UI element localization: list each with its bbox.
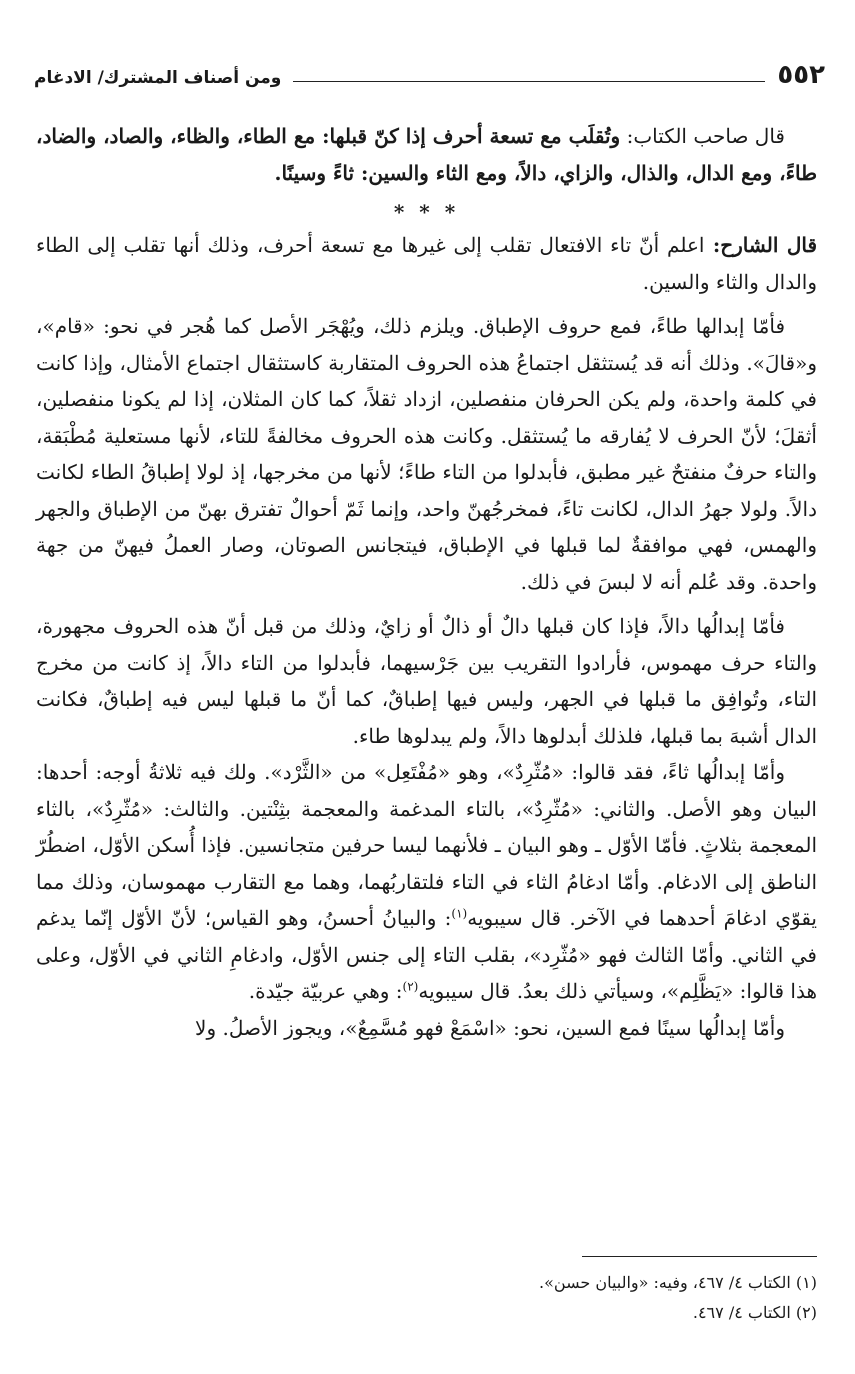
running-title: ومن أصناف المشترك/ الادغام	[34, 68, 282, 88]
footnote-2: (٢) الكتاب ٤/ ٤٦٧.	[692, 1303, 817, 1322]
footnote-1: (١) الكتاب ٤/ ٤٦٧، وفيه: «والبيان حسن».	[539, 1273, 817, 1292]
commentary-text-4c: : وهي عربيّة جيّدة.	[248, 979, 403, 1003]
footnote-ref-2[interactable]: (٢)	[402, 979, 419, 994]
footnote-rule	[582, 1256, 817, 1257]
commentary-paragraph-4	[36, 754, 817, 1010]
commentary-paragraph-2: فأمّا إبدالها طاءً، فمع حروف الإطباق. ويلزم ذلك، ويُهْجَر الأصل كما هُجر في نحو: «قام»، و«قالَ». وذلك أنه قد يُستثقل اجتماعُ هذه الحروف المتقاربة كاستثقال اجتماع الأمثال، وإذا كانت في كلمة واحدة، ولم يكن الحرفان منفصلين، ازداد ثقلاً، كما كان المثلان، إذا لم يكونا منفصلين، أثقلَ؛ لأنّ الحرف لا يُفارقه ما يُستثقل. وكانت هذه الحروف مخالفةً للتاء، لأنها مستعلية مُطْبَقة، والتاء حرفٌ منفتحٌ غير مطبق، فأبدلوا من التاء طاءً؛ لأنها من مخرجها، إذ لولا إطباقُ الطاء لكانت دالاً. ولولا جهرُ الدال، لكانت تاءً، فمخرجُهنّ واحد، وإنما ثَمّ أحوالٌ تفترق بهنّ من الإطباق والجهر والهمس، فهي موافقةٌ لما قبلها في الإطباق، فيتجانس الصوتان، وصار العملُ فيهنّ من جهة واحدة. وقد عُلم أنه لا لبسَ في ذلك.	[36, 314, 817, 594]
commentary-paragraph-5: وأمّا إبدالُها سينًا فمع السين، نحو: «اسْمَعْ فهو مُسَّمِعٌ»، ويجوز الأصلُ. ولا	[195, 1015, 785, 1040]
header-rule	[293, 81, 765, 82]
page-number: ٥٥٢	[777, 60, 825, 90]
commentator-lead: قال الشارح:	[704, 233, 817, 257]
author-text-paragraph	[36, 118, 817, 191]
author-lead: قال صاحب الكتاب:	[620, 124, 785, 148]
main-text	[36, 118, 817, 1046]
footnotes	[36, 1268, 817, 1328]
commentary-text-1: اعلم أنّ تاء الافتعال تقلب إلى غيرها مع تسعة أحرف، وذلك أنها تقلب إلى الطاء والدال والثاء والسين.	[36, 233, 817, 294]
footnote-ref-1[interactable]: (١)	[451, 906, 468, 921]
page-header	[34, 50, 825, 90]
author-rule: وتُقلَب مع تسعة أحرف إذا كنّ قبلها: مع الطاء، والظاء، والصاد، والضاد، طاءً، ومع الدال، والذال، والزاي، دالاً، ومع الثاء والسين: ثاءً وسينًا.	[36, 124, 817, 185]
commentary-paragraph-1	[36, 227, 817, 300]
commentary-paragraph-3: فأمّا إبدالُها دالاً، فإذا كان قبلها دالٌ أو ذالٌ أو زايٌ، وذلك من قبل أنّ هذه الحروف مجهورة، والتاء حرف مهموس، فأرادوا التقريب بين جَرْسيهما، فأبدلوا من التاء دالاً، إذ كانت من مخرج التاء، وتُوافِق ما قبلها في الجهر، وليس فيها إطباقٌ، كما أنّ ما قبلها ليس فيه إطباقٌ، فكانت الدال أشبهَ بما قبلها، فلذلك أبدلوها دالاً، ولم يبدلوها طاء.	[36, 614, 817, 748]
section-separator: * * *	[393, 200, 460, 224]
commentary-text-4a: وأمّا إبدالُها ثاءً، فقد قالوا: «مُثّرِدٌ»، وهو «مُفْتَعِل» من «الثَّرْد». ولك فيه ثلاثةُ أوجه: أحدها: البيان وهو الأصل. والثاني: «مُثّرِدٌ»، بالتاء المدغمة والمعجمة بثِنْتين. والثالث: «مُثّرِدٌ»، بالثاء المعجمة بثلاثٍ. فأمّا الأوّل ـ وهو البيان ـ فلأنهما ليسا حرفين متجانسين. فإذا أُسكن الأوّل، اضطُرّ الناطق إلى الادغام. وأمّا ادغامُ الثاء في التاء فلتقاربُهما، وهما مع التقارب مهموسان، وذلك مما يقوّي ادغامَ أحدهما في الآخر. قال سيبويه	[36, 760, 818, 930]
commentary-text-4b: : والبيانُ أحسنُ، وهو القياس؛ لأنّ الأوّل إنّما يدغم في الثاني. وأمّا الثالث فهو «مُثّرِد»، بقلب التاء إلى جنس الأوّل، وادغامِ الثاني في الأوّل، وعلى هذا قالوا: «يَظَّلِم»، وسيأتي ذلك بعدُ. قال سيبويه	[36, 906, 817, 1003]
